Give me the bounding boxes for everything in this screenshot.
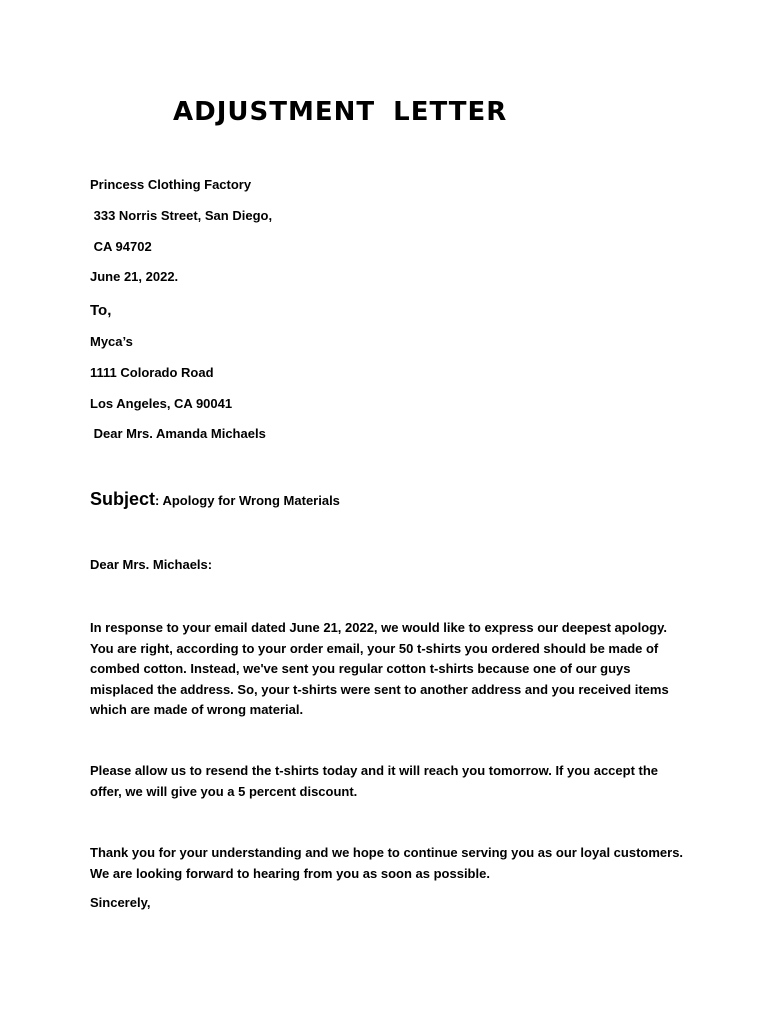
- sender-street: 333 Norris Street, San Diego,: [90, 208, 273, 223]
- recipient-attention: Dear Mrs. Amanda Michaels: [90, 426, 266, 441]
- body-paragraph-3: Thank you for your understanding and we hope to continue serving you as our loyal customers. We are looking forward to hearing from you as soon as possible.: [90, 845, 684, 881]
- subject-label: Subject: [90, 489, 156, 509]
- subject-line: [90, 489, 340, 510]
- recipient-city: Los Angeles, CA 90041: [90, 396, 233, 411]
- letter-date: June 21, 2022.: [90, 269, 179, 284]
- closing: Sincerely,: [90, 895, 151, 910]
- recipient-street: 1111 Colorado Road: [90, 365, 214, 380]
- recipient-name: Myca’s: [90, 334, 133, 349]
- document-title: ADJUSTMENT LETTER: [173, 97, 508, 127]
- body-paragraph-2: Please allow us to resend the t-shirts today and it will reach you tomorrow. If you accept the offer, we will give you a 5 percent discount.: [90, 763, 659, 799]
- salutation: Dear Mrs. Michaels:: [90, 557, 213, 572]
- subject-text: : Apology for Wrong Materials: [155, 493, 340, 508]
- to-label: To,: [90, 302, 112, 319]
- sender-company: Princess Clothing Factory: [90, 177, 252, 192]
- sender-state-zip: CA 94702: [90, 239, 152, 254]
- body-paragraph-1: In response to your email dated June 21, 2022, we would like to express our deepest apology. You are right, according to your order email, your 50 t-shirts you ordered should be made of combed cotton. Instead, we've sent you regular cotton t-shirts because one of our guys misplaced the address. So, your t-shirts were sent to another address and you received items which are made of wrong material.: [90, 620, 669, 717]
